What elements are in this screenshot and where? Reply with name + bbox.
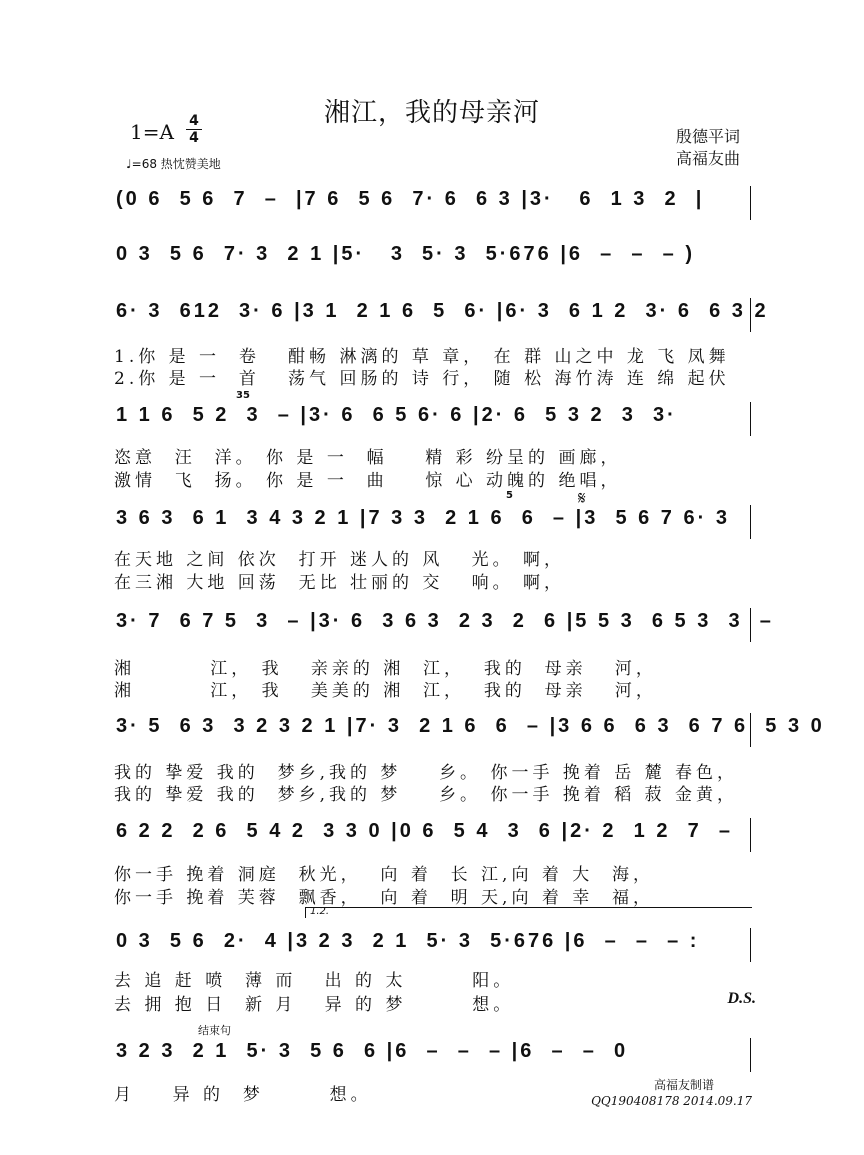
time-bottom: 4 <box>189 130 199 146</box>
volta-label: 1.2. <box>310 906 330 917</box>
notation-line-3: 6· 3 612 3· 6 |3 1 2 1 6 5 6· |6· 3 6 1 2 3· 6 6 3 2 <box>116 300 769 322</box>
notation-line-2: 0 3 5 6 7· 3 2 1 |5· 3 5· 3 5·676 |6 – – – ) <box>116 243 695 265</box>
grace-note-35: 35 <box>236 390 250 401</box>
barline <box>750 298 751 332</box>
grace-note-5: 5 <box>506 490 513 501</box>
contact-date: QQ190408178 2014.09.17 <box>591 1094 752 1108</box>
lyric-line-6-verse1: 湘 江， 我 亲亲的 湘 江， 我的 母亲 河， <box>114 659 657 679</box>
notation-line-8: 6 2 2 2 6 5 4 2 3 3 0 |0 6 5 4 3 6 |2· 2 1 2 7 – <box>116 820 733 842</box>
lyric-line-9-verse2: 去 拥 抱 日 新 月 异 的 梦 想。 <box>114 995 515 1015</box>
lyricist: 殷德平词 <box>675 127 740 146</box>
lyric-line-4-verse2: 激情 飞 扬。 你 是 一 曲 惊 心 动魄的 绝唱， <box>114 471 622 491</box>
notation-line-9: 0 3 5 6 2· 4 |3 2 3 2 1 5· 3 5·676 |6 – – – : <box>116 930 700 952</box>
lyric-line-5-verse1: 在天地 之间 依次 打开 迷人的 风 光。 啊， <box>114 550 566 570</box>
lyric-line-4-verse1: 恣意 汪 洋。 你 是 一 幅 精 彩 纷呈的 画廊， <box>114 448 622 468</box>
notation-line-1: (0 6 5 6 7 – |7 6 5 6 7· 6 6 3 |3· 6 1 3 2 | <box>116 188 705 210</box>
barline <box>750 928 751 962</box>
barline <box>750 186 751 220</box>
ending-phrase-label: 结束句 <box>198 1024 231 1037</box>
barline <box>750 713 751 747</box>
notation-line-4: 1 1 6 5 2 3 – |3· 6 6 5 6· 6 |2· 6 5 3 2 3 3· <box>116 404 677 426</box>
time-signature <box>186 114 202 145</box>
barline <box>750 402 751 436</box>
song-title: 湘江，我的母亲河 <box>323 98 540 128</box>
lyric-line-10: 月 异 的 梦 想。 <box>114 1085 372 1105</box>
lyric-line-9-verse1: 去 追 赶 喷 薄 而 出 的 太 阳。 <box>114 971 515 991</box>
volta-bracket <box>305 907 752 918</box>
lyric-line-6-verse2: 湘 江， 我 美美的 湘 江， 我的 母亲 河， <box>114 681 657 701</box>
lyric-line-3-verse1: 1.你 是 一 卷 酣畅 淋漓的 草 章， 在 群 山之中 龙 飞 凤舞 <box>114 347 730 367</box>
barline <box>750 608 751 642</box>
notation-line-10: 3 2 3 2 1 5· 3 5 6 6 |6 – – – |6 – – 0 <box>116 1040 629 1062</box>
tempo-marking: ♩=68 热忱赞美地 <box>126 157 221 171</box>
barline <box>750 818 751 852</box>
lyric-line-8-verse2: 你一手 挽着 芙蓉 飘香， 向 着 明 天,向 着 幸 福， <box>114 888 655 908</box>
composer: 高福友曲 <box>675 149 740 168</box>
lyric-line-3-verse2: 2.你 是 一 首 荡气 回肠的 诗 行， 随 松 海竹涛 连 绵 起伏 <box>114 369 730 389</box>
barline <box>750 1038 751 1072</box>
lyric-line-5-verse2: 在三湘 大地 回荡 无比 壮丽的 交 响。 啊， <box>114 573 566 593</box>
segno-sign: 𝄋 <box>578 488 586 509</box>
barline <box>750 505 751 539</box>
transcriber: 高福友制谱 <box>653 1078 714 1092</box>
lyric-line-7-verse1: 我的 挚爱 我的 梦乡,我的 梦 乡。 你一手 挽着 岳 麓 春色， <box>114 763 739 783</box>
dal-segno-marking: D.S. <box>727 990 756 1007</box>
notation-line-7: 3· 5 6 3 3 2 3 2 1 |7· 3 2 1 6 6 – |3 6 6 6 3 6 7 6 5 3 0 <box>116 715 825 737</box>
time-top: 4 <box>189 113 199 129</box>
lyric-line-8-verse1: 你一手 挽着 洞庭 秋光， 向 着 长 江,向 着 大 海， <box>114 865 655 885</box>
key-signature: 1=A <box>130 120 174 144</box>
notation-line-6: 3· 7 6 7 5 3 – |3· 6 3 6 3 2 3 2 6 |5 5 3 6 5 3 3 – <box>116 610 774 632</box>
lyric-line-7-verse2: 我的 挚爱 我的 梦乡,我的 梦 乡。 你一手 挽着 稻 菽 金黄， <box>114 785 739 805</box>
notation-line-5: 3 6 3 6 1 3 4 3 2 1 |7 3 3 2 1 6 6 – |3 5 6 7 6· 3 <box>116 507 730 529</box>
